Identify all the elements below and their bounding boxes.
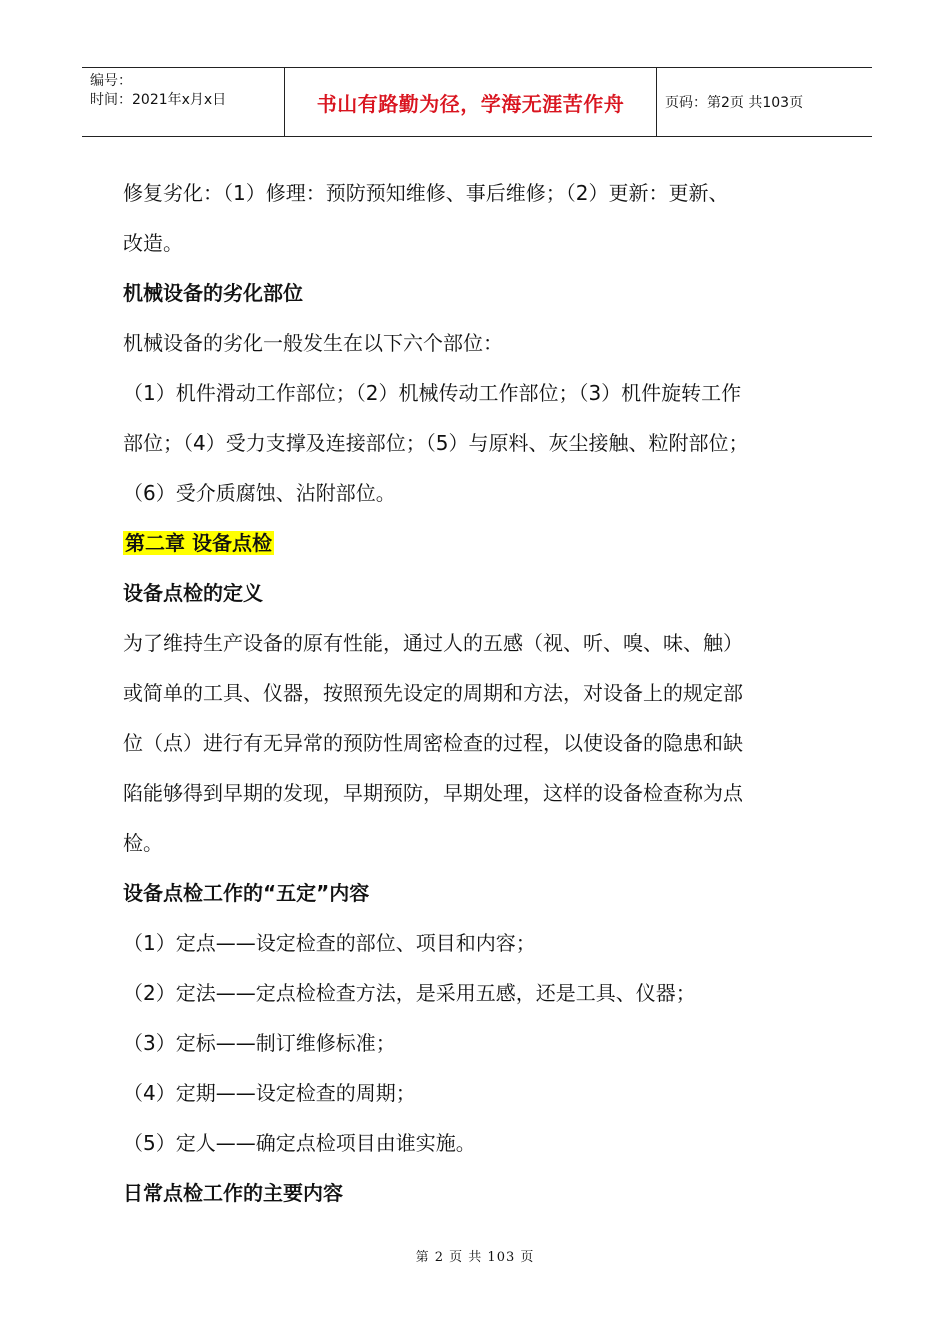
body-paragraph-line: 修复劣化：（1）修理：预防预知维修、事后维修；（2）更新：更新、 <box>123 181 729 205</box>
header-motto-cell <box>285 68 657 136</box>
list-item: （4）定期——设定检查的周期； <box>123 1081 416 1105</box>
page-footer: 第 2 页 共 103 页 <box>415 1250 535 1265</box>
body-paragraph-line: （1）机件滑动工作部位；（2）机械传动工作部位；（3）机件旋转工作 <box>123 381 742 405</box>
header-page-info: 页码：第2页 共103页 <box>665 95 804 111</box>
list-item: （5）定人——确定点检项目由谁实施。 <box>123 1131 476 1155</box>
body-paragraph-line: 机械设备的劣化一般发生在以下六个部位： <box>123 331 503 355</box>
header-page-cell <box>657 68 872 136</box>
body-paragraph-line: 位（点）进行有无异常的预防性周密检查的过程，以使设备的隐患和缺 <box>123 731 743 755</box>
section-heading: 设备点检工作的“五定”内容 <box>123 881 370 905</box>
document-number-label: 编号： <box>90 73 132 89</box>
body-paragraph-line: 改造。 <box>123 231 183 255</box>
body-paragraph-line: （6）受介质腐蚀、沾附部位。 <box>123 481 396 505</box>
chapter-heading: 第二章 设备点检 <box>125 531 272 555</box>
section-heading: 设备点检的定义 <box>123 581 263 605</box>
list-item: （2）定法——定点检检查方法，是采用五感，还是工具、仪器； <box>123 981 696 1005</box>
chapter-heading-line <box>123 518 843 568</box>
body-paragraph-line: 检。 <box>123 831 163 855</box>
list-item: （1）定点——设定检查的部位、项目和内容； <box>123 931 536 955</box>
document-date-label: 时间：2021年x月x日 <box>90 92 227 108</box>
header-motto: 书山有路勤为径，学海无涯苦作舟 <box>316 91 625 116</box>
body-paragraph-line: 或简单的工具、仪器，按照预先设定的周期和方法，对设备上的规定部 <box>123 681 743 705</box>
header-meta-cell <box>82 68 285 136</box>
document-body <box>123 168 843 1218</box>
document-header <box>82 67 872 137</box>
section-heading: 日常点检工作的主要内容 <box>123 1181 343 1205</box>
body-paragraph-line: 陷能够得到早期的发现，早期预防，早期处理，这样的设备检查称为点 <box>123 781 743 805</box>
list-item: （3）定标——制订维修标准； <box>123 1031 396 1055</box>
body-paragraph-line: 为了维持生产设备的原有性能，通过人的五感（视、听、嗅、味、触） <box>123 631 743 655</box>
section-heading: 机械设备的劣化部位 <box>123 281 303 305</box>
body-paragraph-line: 部位；（4）受力支撑及连接部位；（5）与原料、灰尘接触、粒附部位； <box>123 431 749 455</box>
